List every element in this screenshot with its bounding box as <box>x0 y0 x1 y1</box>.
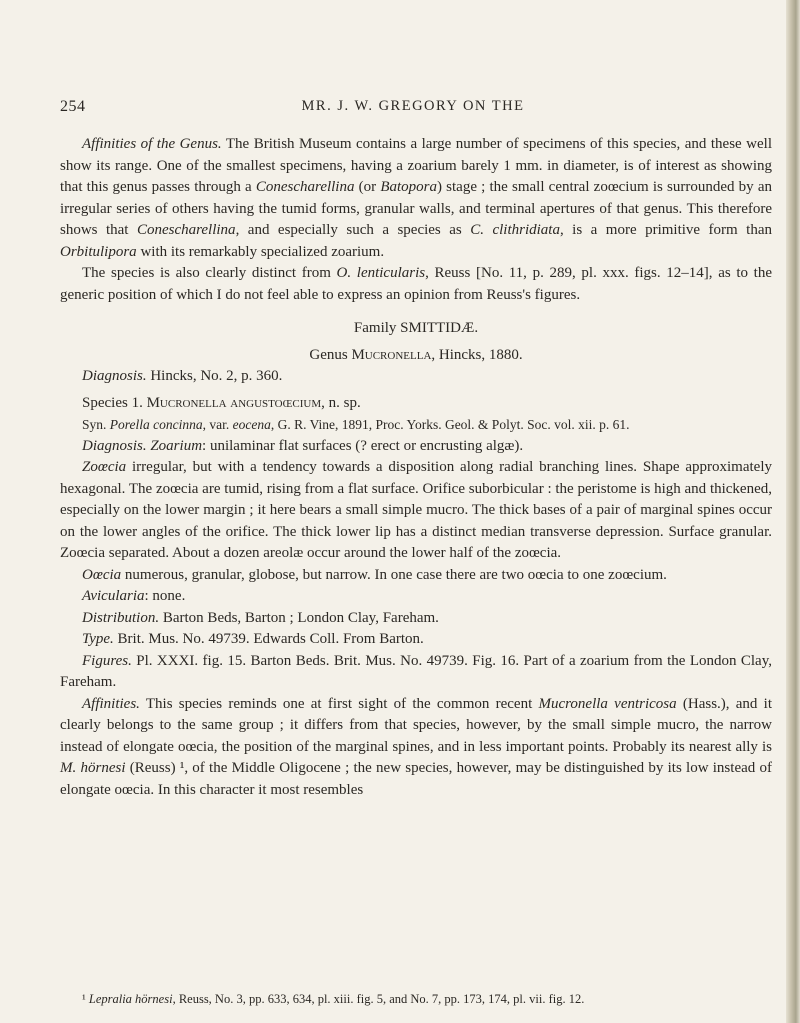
text-run: : none. <box>144 588 186 604</box>
taxon-name: Conescharellina <box>255 179 355 195</box>
taxon-name: eocena <box>232 417 271 432</box>
text-run: The British Museum contains a large number of specimens of this species, and these well show its range. One of the smallest specimens, having a zoarium barely 1 mm. in diameter, is of interest as showing that this genus passes through a <box>60 136 773 195</box>
text-run: : unilaminar flat surfaces (? erect or encrusting algæ). <box>202 437 524 454</box>
paragraph-genus-diagnosis <box>60 366 772 388</box>
text-run: , n. sp. <box>321 394 361 411</box>
taxon-name: O. lenticularis <box>336 265 426 281</box>
paragraph-type <box>60 629 772 651</box>
paragraph-affinities-genus <box>60 134 772 263</box>
species-heading <box>60 393 772 415</box>
text-run: (Hass.), and it clearly belongs to the same group ; it differs from that species, however, by the small simple mucro, the narrow instead of elongate oœcia, the position of the marginal spines, and in less important points. Probably its nearest ally is <box>60 695 772 755</box>
genus-heading <box>60 345 772 367</box>
text-run: with its remarkably specialized zoarium. <box>136 243 385 260</box>
text-run: Barton Beds, Barton ; London Clay, Fareham. <box>159 609 439 626</box>
text-run: Genus <box>309 346 352 363</box>
body-text <box>60 134 772 801</box>
field-label: Oœcia <box>82 566 122 583</box>
page-number: 254 <box>60 98 86 115</box>
text-run: , Reuss, No. 3, pp. 633, 634, pl. xiii. fig. 5, and No. 7, pp. 173, 174, pl. vii. fig. 12. <box>172 992 585 1006</box>
text-run: , is a more primitive form than <box>559 222 772 238</box>
text-run: ) stage ; the small central zoœcium is surrounded by an irregular series of others having the tumid forms, granular walls, and terminal apertures of that genus. This therefore shows that <box>60 179 772 238</box>
paragraph-distribution <box>60 608 772 630</box>
family-heading <box>60 318 772 340</box>
text-run: Species 1. <box>82 394 147 411</box>
book-spine-edge <box>786 0 800 1023</box>
running-title: MR. J. W. GREGORY ON THE <box>301 98 525 114</box>
field-label: Diagnosis. Zoarium <box>82 437 203 454</box>
text-run: The species is also clearly distinct from <box>82 265 337 281</box>
taxon-name: Orbitulipora <box>60 243 137 260</box>
paragraph-avicularia <box>60 586 772 608</box>
text-run: (or <box>354 179 381 195</box>
text-run: , Reuss [No. 11, p. 289, pl. xxx. figs. 12–14], as to the generic position of which I do not feel able to express an opinion from Reuss's figures. <box>60 265 772 303</box>
running-head <box>60 98 766 120</box>
taxon-name: M. hörnesi <box>60 760 126 776</box>
section-heading: Affinities of the Genus. <box>82 136 222 152</box>
text-run: , Hincks, 1880. <box>431 346 523 363</box>
field-label: Avicularia <box>82 588 145 604</box>
taxon-name: Batopora <box>380 179 437 195</box>
text-run: , G. R. Vine, 1891, Proc. Yorks. Geol. & Polyt. Soc. vol. xii. p. 61. <box>270 417 630 432</box>
species-name: Mucronella angustoœcium <box>146 394 322 411</box>
paragraph-affinities-species <box>60 694 772 802</box>
text-run: Brit. Mus. No. 49739. Edwards Coll. From Barton. <box>113 631 424 647</box>
text-run: This species reminds one at first sight of the common recent <box>139 695 539 712</box>
text-run: Syn. <box>82 417 110 432</box>
paragraph-zooecia <box>60 457 772 565</box>
field-label: Affinities. <box>82 695 140 712</box>
paragraph-ooecia <box>60 565 772 587</box>
field-label: Distribution. <box>82 609 160 626</box>
synonymy-line <box>60 414 772 436</box>
taxon-name: Conescharellina <box>136 222 236 238</box>
family-heading-text: Family SMITTIDÆ. <box>353 320 479 336</box>
field-label: Zoœcia <box>82 459 127 475</box>
text-run: (Reuss) ¹, of the Middle Oligocene ; the new species, however, may be distinguished by its low instead of elongate oœcia. In this character it most resembles <box>60 760 772 798</box>
field-label: Type. <box>82 631 114 647</box>
paragraph-figures <box>60 651 772 694</box>
footnote <box>60 991 772 1007</box>
text-run: , var. <box>202 417 233 432</box>
paragraph-species-distinct <box>60 263 772 306</box>
text-run: irregular, but with a tendency towards a disposition along radial branching lines. Shape approximately hexagonal. The zoœcia are tumid, rising from a flat surface. Orifice suborbicular : the peristome is high and thickened, especially on the lower margin ; it here bears a small simple mucro. The thick bases of a pair of marginal spines occur on the lower angles of the orifice. The thick lower lip has a distinct median transverse depression. Surface granular. Zoœcia separated. About a dozen areolæ occur around the lower half of the zoœcia. <box>60 459 772 561</box>
text-run: Pl. XXXI. fig. 15. Barton Beds. Brit. Mus. No. 49739. Fig. 16. Part of a zoarium from the London Clay, Fareham. <box>60 652 772 690</box>
taxon-name: C. clithridiata <box>470 222 560 238</box>
taxon-name: Porella concinna <box>109 417 203 432</box>
field-label: Figures. <box>82 652 132 669</box>
paragraph-diagnosis-zoarium <box>60 436 772 458</box>
field-label: Diagnosis. <box>82 368 147 384</box>
text-run: Hincks, No. 2, p. 360. <box>146 368 283 384</box>
text-run: , and especially such a species as <box>235 222 471 238</box>
taxon-name: Lepralia hörnesi <box>88 992 173 1006</box>
genus-name: Mucronella <box>351 346 432 363</box>
footnote-marker: ¹ <box>82 992 89 1006</box>
taxon-name: Mucronella ventricosa <box>538 695 677 712</box>
text-run: numerous, granular, globose, but narrow. In one case there are two oœcia to one zoœcium. <box>121 566 667 583</box>
